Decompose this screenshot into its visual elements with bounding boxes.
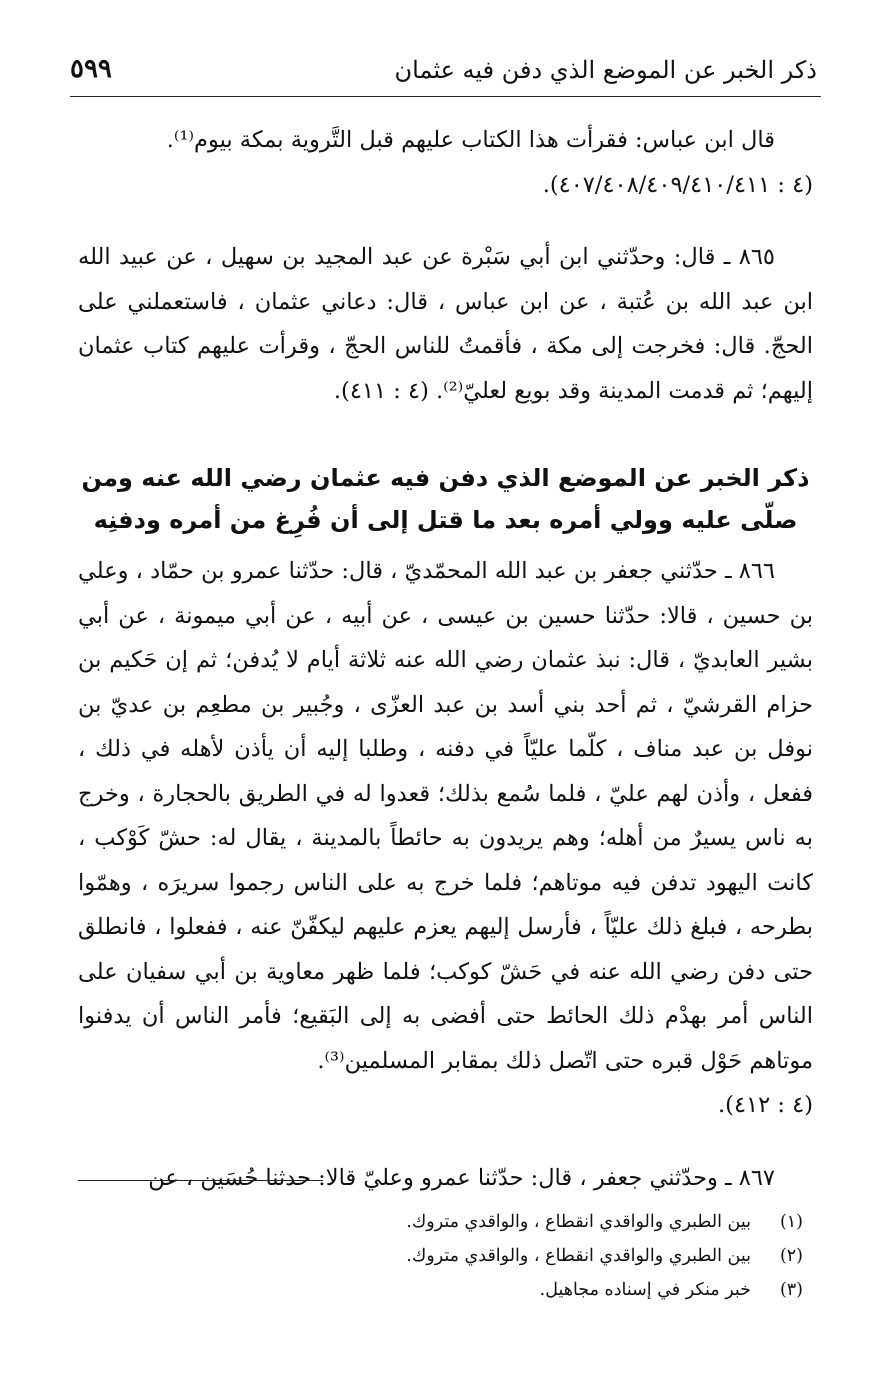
footnote-number: (٢) xyxy=(779,1246,803,1266)
paragraph-text: ٨٦٥ ـ قال: وحدّثني ابن أبي سَبْرة عن عبد المجيد بن سهيل ، عن عبيد الله ابن عبد الله بن عُتبة ، عن ابن عباس ، قال: دعاني عثمان ، فاستعملني على الحجّ. قال: فخرجت إلى مكة ، فأقمتُ للناس الحجّ ، وقرأت عليهم كتاب عثمان إليهم؛ ثم قدمت المدينة وقد بويع لعليّ⁽²⁾. (٤ : ٤١١). xyxy=(78,244,813,404)
paragraph xyxy=(78,549,813,1128)
source-reference: (٤ : ٤١٢). xyxy=(718,1092,813,1118)
footnote xyxy=(78,1273,803,1307)
footnote-text: خبر منكر في إسناده مجاهيل. xyxy=(539,1280,751,1300)
footnote-number: (٣) xyxy=(779,1280,803,1300)
page-number: ٥٩٩ xyxy=(70,54,112,84)
footnotes xyxy=(78,1205,803,1307)
footnote-text: بين الطبري والواقدي انقطاع ، والواقدي متروك. xyxy=(406,1212,751,1232)
footnote-number: (١) xyxy=(779,1212,803,1232)
paragraph xyxy=(78,1156,813,1201)
footnote-separator xyxy=(78,1180,323,1181)
running-header xyxy=(70,48,821,97)
paragraph-text: ٨٦٧ ـ وحدّثني جعفر ، قال: حدّثنا عمرو وعليّ قالا: حدثنا حُسَين ، عن xyxy=(148,1164,775,1191)
paragraph-text: قال ابن عباس: فقرأت هذا الكتاب عليهم قبل التَّروية بمكة بيوم⁽¹⁾. xyxy=(166,127,775,153)
section-heading: ذكر الخبر عن الموضع الذي دفن فيه عثمان رضي الله عنه ومن صلّى عليه وولي أمره بعد ما قتل إلى أن فُرِغ من أمره ودفنِه xyxy=(81,464,810,534)
footnote xyxy=(78,1205,803,1239)
footnote-text: بين الطبري والواقدي انقطاع ، والواقدي متروك. xyxy=(406,1246,751,1266)
paragraph-text: ٨٦٦ ـ حدّثني جعفر بن عبد الله المحمّديّ ، قال: حدّثنا عمرو بن حمّاد ، وعلي بن حسين ، قالا: حدّثنا حسين بن عيسى ، عن أبيه ، عن أبي ميمونة ، عن أبي بشير العابديّ ، قال: نبذ عثمان رضي الله عنه ثلاثة أيام لا يُدفن؛ ثم إن حَكيم بن حزام القرشيّ ، ثم أحد بني أسد بن عبد العزّى ، وجُبير بن مطعِم بن عديّ بن نوفل بن عبد مناف ، كلّما عليّاً في دفنه ، وطلبا إليه أن يأذن لأهله في ذلك ، ففعل ، وأذن لهم عليّ ، فلما سُمع بذلك؛ قعدوا له في الطريق بالحجارة ، وخرج به ناس يسيرٌ من أهله؛ وهم يريدون به حائطاً بالمدينة ، يقال له: حشّ كَوْكب ، كانت اليهود تدفن فيه موتاهم؛ فلما خرج به على الناس رجموا سريرَه ، وهمّوا بطرحه ، فبلغ ذلك عليّاً ، فأرسل إليهم يعزم عليهم ليكفّنّ عنه ، ففعلوا ، فانطلق حتى دفن رضي الله عنه في حَشّ كوكب؛ فلما ظهر معاوية بن أبي سفيان على الناس أمر بهدْم ذلك الحائط حتى أفضى به إلى البَقيع؛ فأمر الناس أن يدفنوا موتاهم حَوْل قبره حتى اتّصل ذلك بمقابر المسلمين⁽³⁾. xyxy=(78,558,813,1074)
main-text xyxy=(78,118,813,1200)
footnote xyxy=(78,1239,803,1273)
paragraph xyxy=(78,235,813,413)
header-title: ذكر الخبر عن الموضع الذي دفن فيه عثمان xyxy=(394,56,817,84)
paragraph xyxy=(78,118,813,207)
source-reference: (٤ : ٤٠٧/٤٠٨/٤٠٩/٤١٠/٤١١). xyxy=(542,171,813,198)
